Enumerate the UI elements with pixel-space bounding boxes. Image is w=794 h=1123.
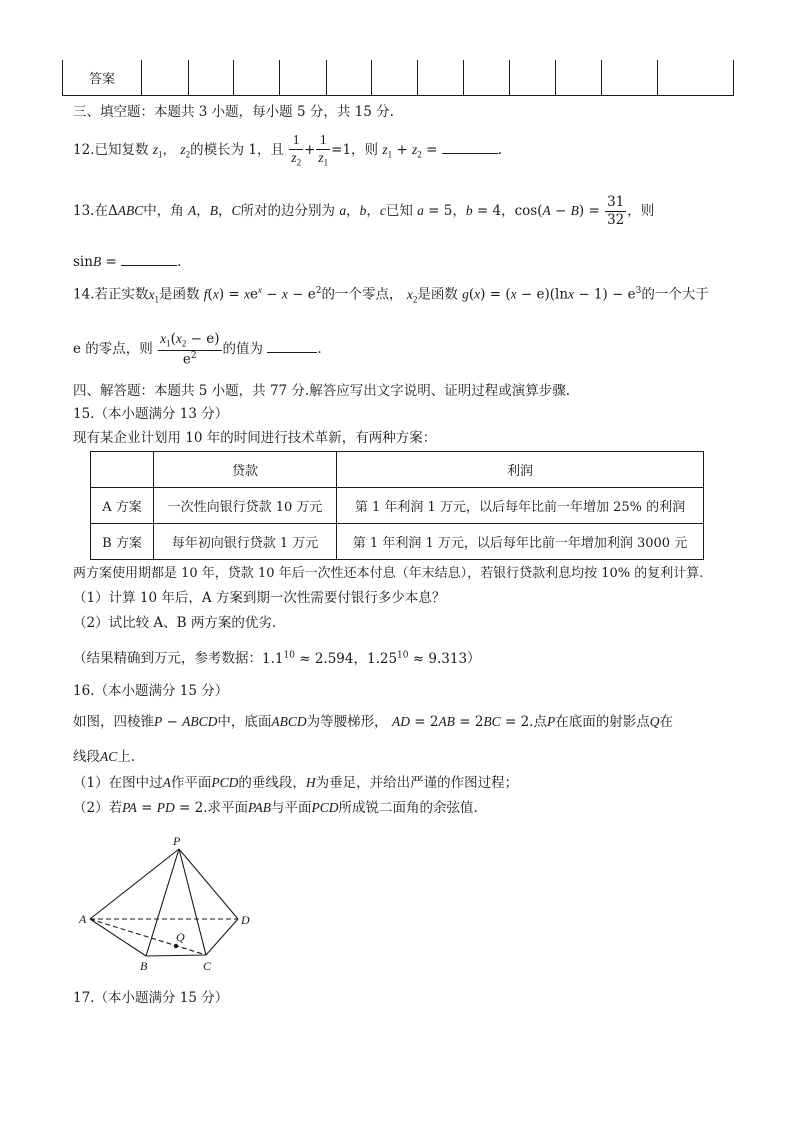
q16-text: .点: [529, 714, 547, 730]
q15-sub1: （1）计算 10 年后，A 方案到期一次性需要付银行多少本息？: [73, 590, 446, 606]
answer-cell[interactable]: [142, 60, 189, 96]
answer-row: [63, 60, 734, 96]
plan-header-cell: 贷款: [154, 452, 337, 488]
plan-header-cell: 利润: [337, 452, 704, 488]
q15-note-text: ）: [467, 650, 481, 667]
label-D: D: [241, 913, 250, 927]
edge-PA: [90, 849, 179, 919]
q15-note-text: （结果精确到万元，参考数据：: [73, 650, 262, 667]
q12-text: 12.已知复数: [73, 141, 149, 158]
answer-cell[interactable]: [372, 60, 418, 96]
answer-blank[interactable]: [267, 340, 317, 353]
q12-text: 的模长为 1，且: [190, 141, 284, 158]
q12-text: ，则: [351, 141, 379, 158]
answer-cell[interactable]: [657, 60, 733, 96]
q16-text: 中，底面: [217, 714, 272, 730]
q13-text: 13.在: [73, 202, 108, 219]
q16-text: 为等腰梯形，: [306, 714, 388, 730]
label-A: A: [79, 912, 87, 926]
q16-text: 在: [659, 714, 673, 730]
q16-line2: 线段AC上.: [73, 749, 136, 765]
edge-CD: [206, 919, 238, 955]
q15-title: 15.（本小题满分 13 分）: [73, 406, 229, 422]
answer-cell[interactable]: [188, 60, 234, 96]
q16-text: 的垂线段，: [238, 775, 306, 791]
q16-text: （1）在图中过: [73, 775, 163, 791]
edge-BC: [146, 955, 206, 956]
q14-text: 的一个零点，: [321, 286, 403, 303]
question-13: 13.在ΔABC中，角 A，B，C所对的边分别为 a，b，c已知 a = 5，b = 4，cos(A − B) = $\frac{31}{32}$ ，则: [73, 194, 655, 228]
q14-text: 14.若正实数: [73, 286, 149, 303]
plan-cell: 每年初向银行贷款 1 万元: [154, 524, 337, 560]
q13-text: 所对的边分别为: [240, 202, 336, 219]
answer-cell[interactable]: [602, 60, 658, 96]
answer-cell[interactable]: [464, 60, 510, 96]
q16-text: 上.: [117, 749, 136, 765]
plan-cell: 第 1 年利润 1 万元，以后每年比前一年增加 25% 的利润: [337, 488, 704, 524]
q14-text: 是函数: [158, 286, 200, 303]
q13-frac-den: 32: [607, 211, 625, 228]
label-P: P: [173, 834, 181, 848]
q13-text: 中，角: [143, 202, 184, 219]
question-12: 12.已知复数 $z_1$， $z_2$的模长为 1，且 $\frac{1}{z_2}$ + $\frac{1}{z_1}$ =1，则 $z_1 + z_2$ = .: [73, 132, 502, 168]
q13-frac-num: 31: [607, 194, 625, 210]
q13-text: 已知: [385, 202, 413, 219]
plan-header-cell: [91, 452, 154, 488]
answer-cell[interactable]: [279, 60, 326, 96]
label-Q: Q: [176, 930, 185, 944]
q17-title: 17.（本小题满分 15 分）: [73, 990, 229, 1006]
q16-title: 16.（本小题满分 15 分）: [73, 683, 229, 699]
edge-PB: [146, 849, 179, 956]
plan-cell: 一次性向银行贷款 10 万元: [154, 488, 337, 524]
q12-text: ，: [162, 141, 177, 158]
q16-text: 作平面: [170, 775, 212, 791]
plan-cell: 第 1 年利润 1 万元，以后每年比前一年增加利润 3000 元: [337, 524, 704, 560]
answer-cell[interactable]: [326, 60, 372, 96]
label-C: C: [203, 959, 212, 973]
question-13-line2: sinB = .: [73, 254, 182, 270]
q16-text: （2）若: [73, 800, 123, 816]
q14-text: 是函数: [417, 286, 458, 303]
question-14: 14.若正实数$x_1$是函数 $f(x) = xe^x - x - e^2$的一个零点， $x_2$是函数 $g(x) = (x - e)(\ln x - 1) - e^3$的一个大于: [73, 285, 709, 305]
answer-cell[interactable]: [417, 60, 464, 96]
plan-table-row: [91, 488, 704, 524]
q13-text: ，则: [627, 202, 655, 219]
q16-text: 为垂足，并给出严谨的作图过程；: [315, 775, 519, 791]
point-Q: [174, 944, 178, 948]
q16-text: 线段: [73, 749, 100, 765]
q15-note: （结果精确到万元，参考数据：$1.1^{10} \approx 2.594$，$1.25^{10} \approx 9.313$）: [73, 650, 481, 667]
answer-cell[interactable]: [234, 60, 280, 96]
q14-text: .: [317, 341, 322, 358]
edge-AB: [90, 919, 146, 956]
q16-sub2: （2）若PA = PD = 2.求平面PAB与平面PCD所成锐二面角的余弦值.: [73, 800, 478, 816]
plan-cell: A 方案: [91, 488, 154, 524]
q16-line1: 如图，四棱锥P − ABCD中，底面ABCD为等腰梯形， AD = 2AB = 2BC = 2.点P在底面的射影点Q在: [73, 714, 673, 730]
q16-text: 与平面: [271, 800, 312, 816]
section3-heading: 三、填空题：本题共 3 小题，每小题 5 分，共 15 分.: [73, 104, 394, 120]
q16-text: 所成锐二面角的余弦值.: [338, 800, 478, 816]
q15-para: 两方案使用期都是 10 年，贷款 10 年后一次性还本付息（年末结息），若银行贷款利息均按 10% 的复利计算.: [73, 566, 704, 581]
plan-table: [90, 451, 704, 560]
q14-text: 的一个大于: [641, 286, 709, 303]
q13-text: .: [177, 254, 182, 270]
q15-sub2: （2）试比较 A、B 两方案的优劣.: [73, 615, 277, 631]
q16-sub1: （1）在图中过A作平面PCD的垂线段，H为垂足，并给出严谨的作图过程；: [73, 775, 519, 791]
q12-text: .: [497, 141, 502, 158]
q15-intro: 现有某企业计划用 10 年的时间进行技术革新，有两种方案：: [73, 430, 437, 446]
pyramid-figure: [74, 830, 274, 975]
answer-cell[interactable]: [509, 60, 555, 96]
q16-text: 在底面的射影点: [555, 714, 650, 730]
q14-text: 的值为: [222, 341, 264, 358]
plan-table-header: [91, 452, 704, 488]
label-B: B: [140, 959, 148, 973]
answer-label: 答案: [63, 60, 142, 96]
answer-blank[interactable]: [121, 253, 177, 266]
answer-row-table: [62, 60, 734, 96]
question-14-line2: e 的零点，则 $\frac{x_1(x_2 - e)}{e^2}$ 的值为 .: [73, 331, 322, 368]
section4-heading: 四、解答题：本题共 5 小题，共 77 分.解答应写出文字说明、证明过程或演算步骤.: [73, 383, 571, 399]
q16-text: 如图，四棱锥: [73, 714, 154, 730]
plan-cell: B 方案: [91, 524, 154, 560]
q14-text: e 的零点，则: [73, 341, 153, 358]
answer-cell[interactable]: [555, 60, 602, 96]
plan-table-row: [91, 524, 704, 560]
q16-text: .求平面: [203, 800, 249, 816]
answer-blank[interactable]: [442, 141, 498, 154]
